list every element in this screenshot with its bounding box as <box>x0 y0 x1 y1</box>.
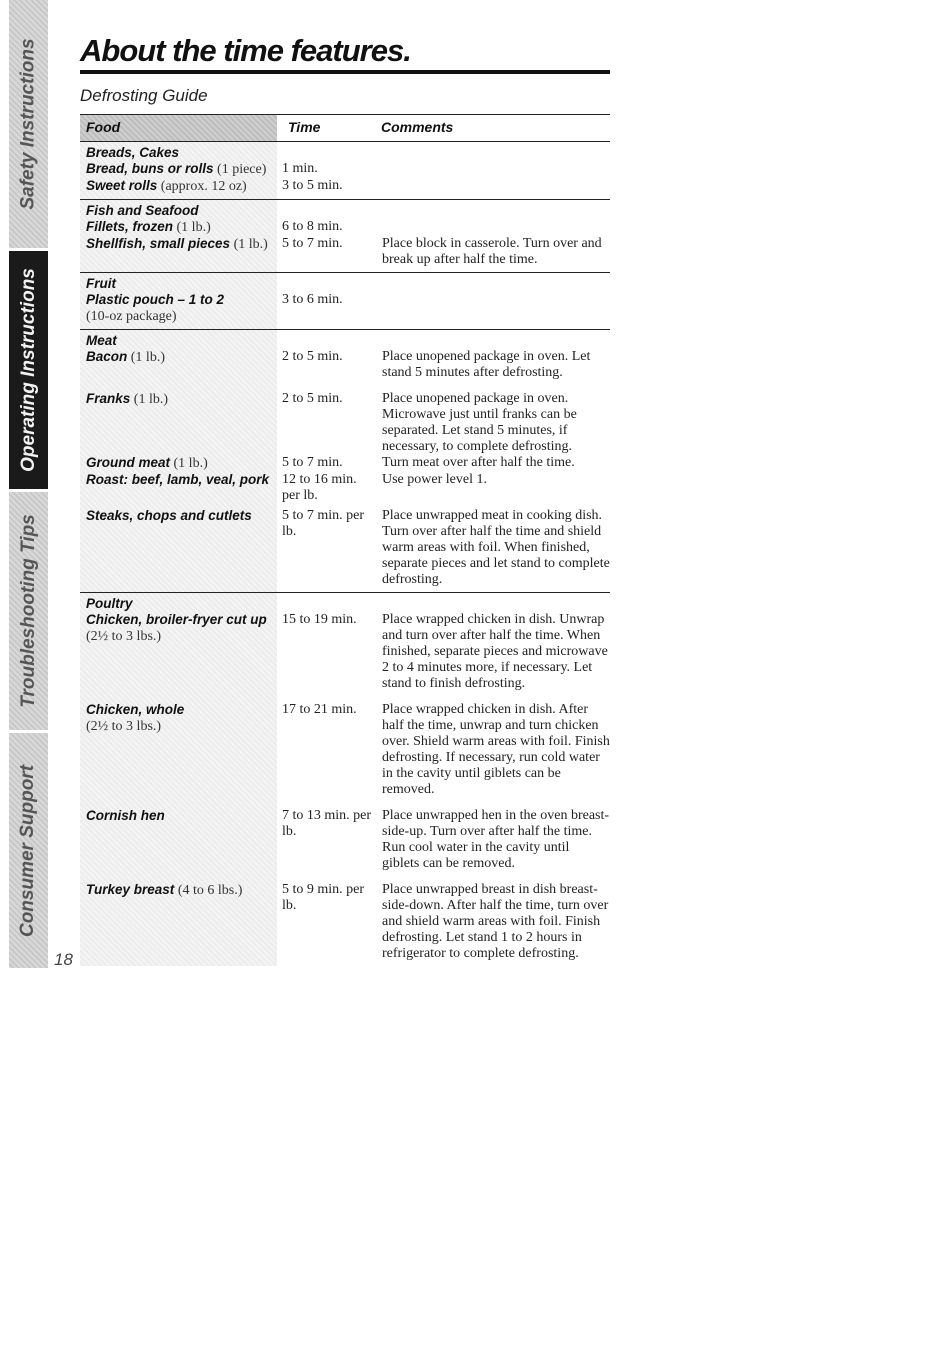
time-cell: 3 to 5 min. <box>282 178 343 193</box>
tab-consumer-support[interactable] <box>9 733 48 968</box>
section-subtitle: Defrosting Guide <box>80 86 208 105</box>
table-group-fish-seafood <box>80 200 610 273</box>
tab-label: Operating Instructions <box>17 268 39 472</box>
group-title: Fruit <box>86 276 116 291</box>
group-title: Fish and Seafood <box>86 203 199 218</box>
time-cell: 6 to 8 min. <box>282 219 343 234</box>
time-cell: 5 to 7 min. <box>282 455 343 470</box>
comment-cell <box>378 219 610 236</box>
page-title: About the time features. <box>80 33 411 68</box>
table-row <box>80 612 610 692</box>
group-title: Poultry <box>86 596 133 611</box>
comment-cell: Turn meat over after half the time. <box>382 455 575 470</box>
comment-cell: Place unopened package in oven. Microwave just until franks can be separated. Let stand 5 minutes, if necessary, to complete defrosting. <box>382 391 577 454</box>
tab-operating-instructions[interactable] <box>9 251 48 489</box>
time-cell: 5 to 7 min. <box>282 236 343 251</box>
table-row <box>80 236 610 268</box>
food-cell: Steaks, chops and cutlets <box>86 508 252 523</box>
food-cell: Sweet rolls (approx. 12 oz) <box>86 178 247 194</box>
tab-label: Safety Instructions <box>17 38 39 210</box>
group-title: Breads, Cakes <box>86 145 180 160</box>
comment-cell <box>378 292 610 325</box>
comment-cell: Place unopened package in oven. Let stand 5 minutes after defrosting. <box>382 349 591 380</box>
tab-label: Troubleshooting Tips <box>17 514 39 708</box>
tab-label: Consumer Support <box>17 764 39 937</box>
time-cell: 2 to 5 min. <box>282 349 343 364</box>
comment-cell: Place block in casserole. Turn over and break up after half the time. <box>382 236 602 267</box>
comment-cell: Place unwrapped breast in dish breast-side-down. After half the time, turn over and shield warm areas with foil. Finish defrosting. Let stand 1 to 2 hours in refrigerator to complete defrosting. <box>382 882 609 961</box>
table-row <box>80 472 610 504</box>
defrosting-table <box>80 114 610 966</box>
food-cell: Chicken, broiler-fryer cut up (2½ to 3 lbs.) <box>86 612 267 644</box>
food-cell: Cornish hen <box>86 808 165 823</box>
sidebar-tabs <box>9 0 48 968</box>
column-header-comments: Comments <box>381 119 454 135</box>
group-title: Meat <box>86 333 117 348</box>
time-cell: 1 min. <box>282 161 318 176</box>
column-header-time: Time <box>288 119 321 135</box>
tab-troubleshooting-tips[interactable] <box>9 492 48 730</box>
table-row <box>80 349 610 381</box>
table-row <box>80 161 610 178</box>
time-cell: 12 to 16 min. per lb. <box>282 472 357 503</box>
table-group-fruit <box>80 273 610 330</box>
comment-cell: Use power level 1. <box>382 472 487 487</box>
time-cell: 15 to 19 min. <box>282 612 357 627</box>
time-cell: 5 to 9 min. per lb. <box>282 882 365 913</box>
food-cell: Ground meat (1 lb.) <box>86 455 208 471</box>
comment-cell: Place unwrapped hen in the oven breast-side-up. Turn over after half the time. Run cool water in the cavity until giblets can be removed. <box>382 808 610 871</box>
comment-cell: Place unwrapped meat in cooking dish. Turn over after half the time and shield warm areas with foil. When finished, separate pieces and let stand to complete defrosting. <box>382 508 610 587</box>
table-header <box>80 114 610 142</box>
table-row <box>80 178 610 195</box>
time-cell: 7 to 13 min. per lb. <box>282 808 372 839</box>
comment-cell: Place wrapped chicken in dish. Unwrap and turn over after half the time. When finished, separate pieces and microwave 2 to 4 minutes more, if necessary. Let stand to finish defrosting. <box>382 612 608 691</box>
table-row <box>80 882 610 962</box>
column-header-food: Food <box>86 119 121 135</box>
food-cell: Franks (1 lb.) <box>86 391 168 407</box>
food-cell: Bacon (1 lb.) <box>86 349 165 365</box>
table-row <box>80 508 610 588</box>
time-cell: 17 to 21 min. <box>282 702 357 717</box>
table-group-breads-cakes <box>80 142 610 200</box>
time-cell: 3 to 6 min. <box>282 292 343 307</box>
comment-cell <box>378 178 610 195</box>
comment-cell: Place wrapped chicken in dish. After half the time, unwrap and turn chicken over. Shield warm areas with foil. Finish defrosting. If necessary, run cold water in the cavity until giblets can be removed. <box>382 702 610 797</box>
food-cell: Fillets, frozen (1 lb.) <box>86 219 211 235</box>
table-row <box>80 292 610 325</box>
food-cell: Shellfish, small pieces (1 lb.) <box>86 236 268 252</box>
table-row <box>80 455 610 472</box>
food-cell: Plastic pouch – 1 to 2 (10-oz package) <box>86 292 225 324</box>
food-cell: Turkey breast (4 to 6 lbs.) <box>86 882 243 898</box>
table-row <box>80 702 610 798</box>
food-cell: Bread, buns or rolls (1 piece) <box>86 161 267 177</box>
food-cell: Roast: beef, lamb, veal, pork <box>86 472 270 487</box>
title-rule <box>80 70 610 74</box>
page-number: 18 <box>54 950 73 969</box>
comment-cell <box>378 161 610 178</box>
table-group-meat <box>80 330 610 593</box>
table-row <box>80 808 610 872</box>
table-row <box>80 391 610 455</box>
time-cell: 2 to 5 min. <box>282 391 343 406</box>
tab-safety-instructions[interactable] <box>9 0 48 248</box>
table-row <box>80 219 610 236</box>
food-cell: Chicken, whole (2½ to 3 lbs.) <box>86 702 185 734</box>
table-group-poultry <box>80 593 610 966</box>
time-cell: 5 to 7 min. per lb. <box>282 508 365 539</box>
